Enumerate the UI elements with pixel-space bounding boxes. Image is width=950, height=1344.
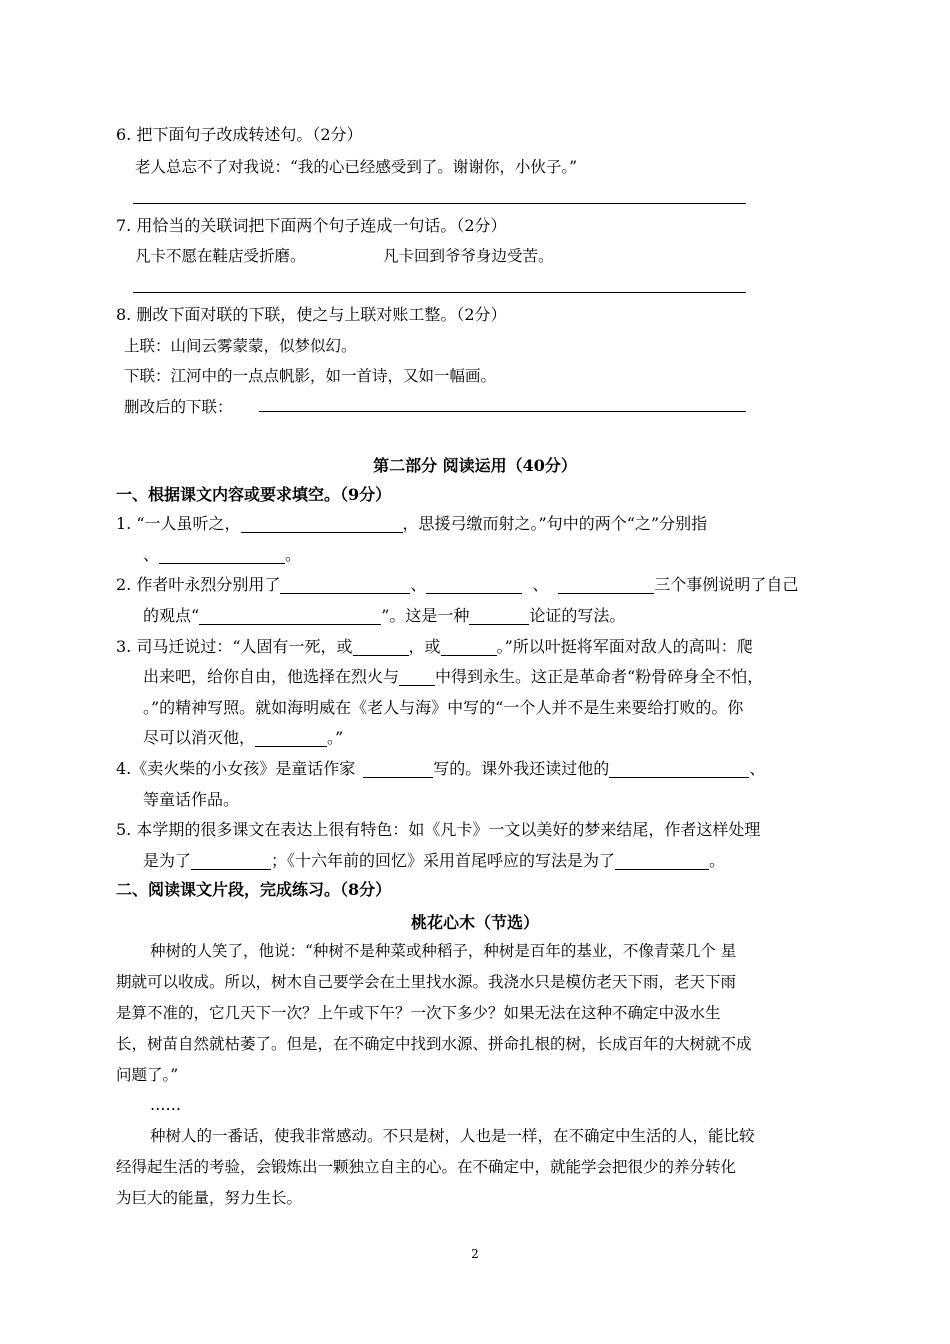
- fill-item-4-text-c: 、: [749, 759, 766, 778]
- fill-blank[interactable]: [558, 575, 654, 594]
- fill-blank[interactable]: [255, 728, 327, 747]
- fill-blank[interactable]: [615, 851, 709, 870]
- fill-item-3-text-e: 中得到永生。这正是革命者“粉骨碎身全不怕，: [435, 667, 764, 686]
- passage-p1-line: 长，树苗自然就枯萎了。但是，在不确定中找到水源、拼命扎根的树，长成百年的大树就不成: [116, 1035, 752, 1053]
- fill-item-2-text-f: ”。这是一种: [381, 606, 470, 625]
- sec2-title: 二、阅读课文片段，完成练习。（8分）: [116, 880, 392, 899]
- passage-p1-line: 期就可以收成。所以，树木自己要学会在土里找水源。我浇水只是模仿老天下雨，老天下雨: [116, 973, 737, 991]
- fill-item-1-line2: [143, 544, 301, 566]
- fill-item-1-text-d: 。: [285, 545, 302, 564]
- passage-ellipsis: ……: [150, 1096, 181, 1114]
- fill-blank[interactable]: [426, 575, 522, 594]
- fill-blank[interactable]: [609, 759, 749, 778]
- passage-p2-line: 经得起生活的考验，会锻炼出一颗独立自主的心。在不确定中，就能学会把很少的养分转化: [116, 1158, 737, 1176]
- fill-item-3-text-b: ，或: [408, 637, 441, 656]
- sec1-title: 一、根据课文内容或要求填空。（9分）: [116, 485, 392, 504]
- fill-item-3-text-d: 出来吧，给你自由，他选择在烈火与: [143, 667, 400, 686]
- fill-item-1-text-a: 1. “一人虽听之，: [116, 514, 241, 533]
- q7-title: 7. 用恰当的关联词把下面两个句子连成一句话。（2分）: [116, 216, 507, 235]
- fill-blank[interactable]: [159, 545, 285, 564]
- fill-item-5-text-b: 是为了: [143, 851, 192, 870]
- fill-blank[interactable]: [199, 606, 381, 625]
- q7-answer-line[interactable]: [133, 292, 746, 293]
- passage-p2-line: 种树人的一番话，使我非常感动。不只是树，人也是一样，在不确定中生活的人，能比较: [150, 1127, 755, 1145]
- fill-item-2-text-e: 的观点“: [143, 606, 200, 625]
- fill-item-3-text-f: 。”的精神写照。就如海明威在《老人与海》中写的“一个人并不是生来要给打败的。你: [143, 698, 744, 717]
- q6-sentence: 老人总忘不了对我说：“我的心已经感受到了。谢谢你，小伙子。”: [135, 158, 578, 176]
- fill-item-2-text-b: 、: [410, 575, 427, 594]
- fill-item-1-line1: [116, 513, 707, 535]
- fill-blank[interactable]: [353, 637, 409, 656]
- fill-blank[interactable]: [241, 514, 403, 533]
- passage-p1-line: 问题了。”: [116, 1066, 179, 1084]
- fill-item-5-text-d: 。: [709, 851, 726, 870]
- fill-item-3-line1: [116, 636, 753, 658]
- fill-blank[interactable]: [280, 575, 410, 594]
- fill-item-3-text-g: 尽可以消灭他，: [143, 728, 256, 747]
- q7-sentence-2: 凡卡回到爷爷身边受苦。: [383, 247, 554, 265]
- q7-sentence-1: 凡卡不愿在鞋店受折磨。: [135, 247, 306, 265]
- fill-item-2-text-a: 2. 作者叶永烈分别用了: [116, 575, 281, 594]
- fill-blank[interactable]: [191, 851, 271, 870]
- fill-blank[interactable]: [469, 606, 529, 625]
- fill-item-5-line1: [116, 819, 760, 841]
- fill-item-4-line2: [143, 789, 239, 811]
- fill-item-2-text-g: 论证的写法。: [529, 606, 626, 625]
- fill-item-3-line4: [143, 727, 343, 749]
- fill-item-5-text-c: ；《十六年前的回忆》采用首尾呼应的写法是为了: [271, 851, 616, 870]
- fill-item-1-text-b: ，思援弓缴而射之。”句中的两个“之”分别指: [402, 514, 708, 533]
- passage-p1-line: 是算不准的，它几天下一次？上午或下午？一次下多少？如果无法在这种不确定中汲水生: [116, 1004, 721, 1022]
- fill-blank[interactable]: [363, 759, 433, 778]
- fill-item-4-text-d: 等童话作品。: [143, 790, 240, 809]
- passage-p1-line: 种树的人笑了，他说：“种树不是种菜或种稻子，种树是百年的基业，不像青菜几个 星: [150, 942, 737, 960]
- fill-item-3-line2: [143, 666, 763, 688]
- part2-title: 第二部分 阅读运用（40分）: [373, 456, 577, 475]
- fill-item-5-line2: [143, 850, 725, 872]
- q8-title: 8. 删改下面对联的下联，使之与上联对账工整。（2分）: [116, 305, 507, 324]
- fill-item-1-text-c: 、: [143, 545, 160, 564]
- fill-item-2-text-c: 、: [532, 575, 549, 594]
- q8-answer-line[interactable]: [259, 411, 746, 412]
- fill-item-3-text-c: 。”所以叶挺将军面对敌人的高叫：爬: [496, 637, 753, 656]
- fill-item-3-text-a: 3. 司马迁说过：“人固有一死，或: [116, 637, 353, 656]
- fill-blank[interactable]: [441, 637, 497, 656]
- fill-item-4-text-b: 写的。课外我还读过他的: [433, 759, 610, 778]
- fill-item-4-line1: [116, 758, 765, 780]
- fill-item-2-line2: [143, 605, 625, 627]
- passage-p2-line: 为巨大的能量，努力生长。: [116, 1189, 303, 1207]
- fill-item-3-text-h: 。”: [327, 728, 344, 747]
- q8-lower-couplet: 下联：江河中的一点点帆影，如一首诗，又如一幅画。: [124, 367, 497, 385]
- fill-item-3-line3: [143, 697, 743, 719]
- page-number: 2: [471, 1247, 479, 1261]
- fill-item-4-text-a: 4.《卖火柴的小女孩》是童话作家: [116, 759, 356, 778]
- fill-blank[interactable]: [399, 667, 435, 686]
- fill-item-5-text-a: 5. 本学期的很多课文在表达上很有特色：如《凡卡》一文以美好的梦来结尾，作者这样处理: [116, 820, 761, 839]
- q8-upper-couplet: 上联：山间云雾蒙蒙，似梦似幻。: [124, 337, 357, 355]
- fill-item-2-line1: [116, 574, 798, 596]
- q6-title: 6. 把下面句子改成转述句。（2分）: [116, 125, 363, 144]
- fill-item-2-text-d: 三个事例说明了自己: [654, 575, 799, 594]
- passage-title: 桃花心木（节选）: [410, 913, 539, 932]
- q6-answer-line[interactable]: [133, 203, 746, 204]
- q8-revised-label: 删改后的下联：: [124, 398, 233, 416]
